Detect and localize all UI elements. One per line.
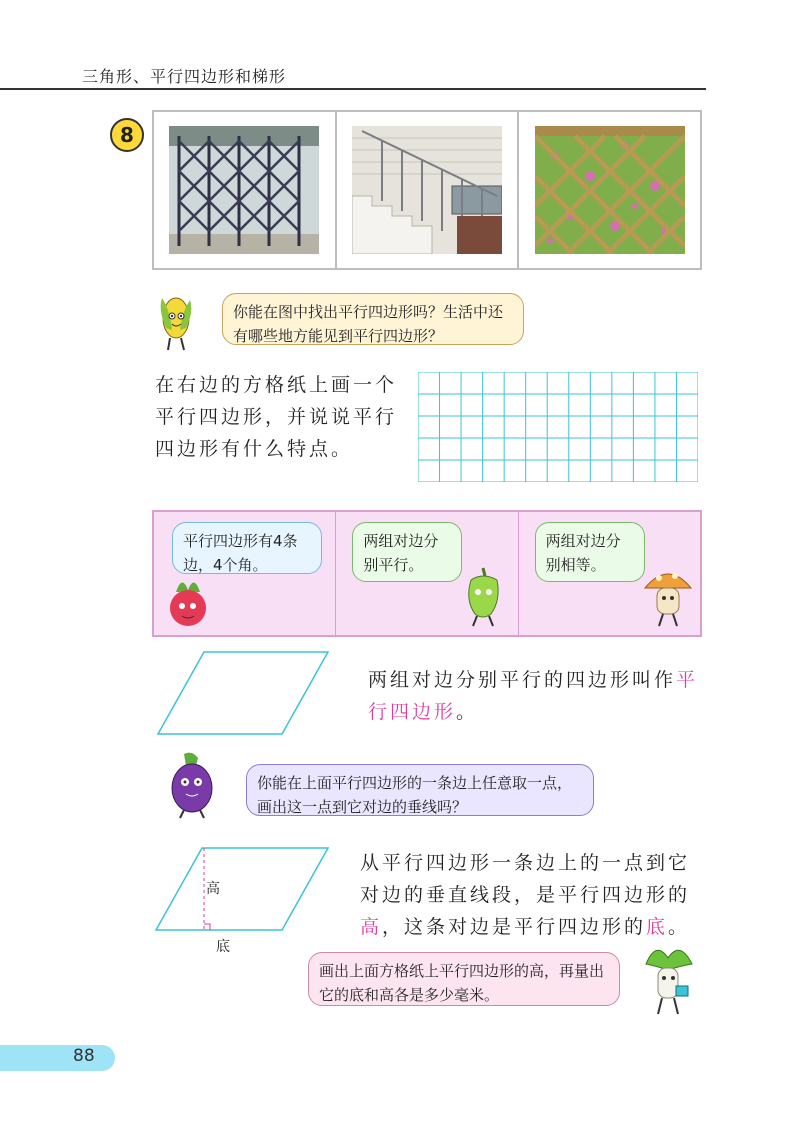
height-def-part1: 从平行四边形一条边上的一点到它对边的垂直线段，是平行四边形的	[360, 852, 691, 906]
discussion-cell-1	[154, 512, 336, 635]
cabbage-bubble-text: 画出上面方格纸上平行四边形的高，再量出它的底和高各是多少毫米。	[319, 962, 605, 1004]
eggplant-bubble-text: 你能在上面平行四边形的一条边上任意取一点，画出这一点到它对边的垂线吗？	[257, 774, 573, 816]
height-def-term1: 高	[360, 916, 383, 938]
definition-suffix: 。	[456, 701, 479, 723]
discussion-cell-2	[336, 512, 518, 635]
exercise-number: 8	[120, 123, 134, 147]
discussion-text-3: 两组对边分别相等。	[545, 532, 621, 574]
discussion-text-1: 平行四边形有4条边，4个角。	[183, 532, 298, 574]
height-parallelogram-figure	[152, 844, 334, 954]
exercise-number-badge	[110, 118, 144, 152]
stair-railing-icon	[352, 126, 502, 254]
grid-paper[interactable]	[418, 372, 698, 482]
corn-bubble-text: 你能在图中找出平行四边形吗？生活中还有哪些地方能见到平行四边形？	[233, 303, 504, 345]
eggplant-character-icon	[158, 748, 224, 820]
corn-speech-bubble	[222, 293, 524, 345]
parallelogram-figure	[152, 648, 334, 738]
height-label: 高	[206, 881, 220, 897]
base-label: 底	[216, 939, 230, 955]
header-divider	[0, 88, 706, 90]
corn-character-icon	[148, 290, 208, 354]
definition-term: 平行四边形	[368, 669, 699, 723]
photo-strip	[152, 110, 702, 270]
garden-trellis-icon	[535, 126, 685, 254]
discussion-bubble-1	[172, 522, 322, 574]
definition-prefix: 两组对边分别平行的四边形叫作	[368, 669, 677, 691]
mushroom-character-icon	[641, 564, 695, 630]
height-def-part2: ，这条对边是平行四边形的	[382, 916, 647, 938]
folding-gate-photo	[154, 112, 337, 268]
cabbage-speech-bubble	[308, 952, 620, 1006]
folding-gate-icon	[169, 126, 319, 254]
height-definition	[360, 847, 710, 943]
discussion-box	[152, 510, 702, 637]
chapter-title: 三角形、平行四边形和梯形	[82, 67, 287, 86]
stair-railing-photo	[337, 112, 520, 268]
task-text: 在右边的方格纸上画一个平行四边形，并说说平行四边形有什么特点。	[155, 374, 398, 460]
garden-trellis-photo	[519, 112, 700, 268]
radish-character-icon	[162, 574, 214, 632]
height-def-part3: 。	[668, 916, 691, 938]
discussion-bubble-2	[352, 522, 462, 582]
pepper-character-icon	[461, 564, 507, 630]
discussion-cell-3	[519, 512, 700, 635]
cabbage-character-icon	[636, 944, 702, 1018]
parallelogram-definition	[368, 664, 708, 728]
discussion-text-2: 两组对边分别平行。	[363, 532, 439, 574]
height-def-term2: 底	[646, 916, 669, 938]
eggplant-speech-bubble	[246, 764, 594, 816]
page-number: 88	[73, 1046, 95, 1066]
page-number-tab	[0, 1045, 115, 1071]
discussion-bubble-3	[535, 522, 645, 582]
